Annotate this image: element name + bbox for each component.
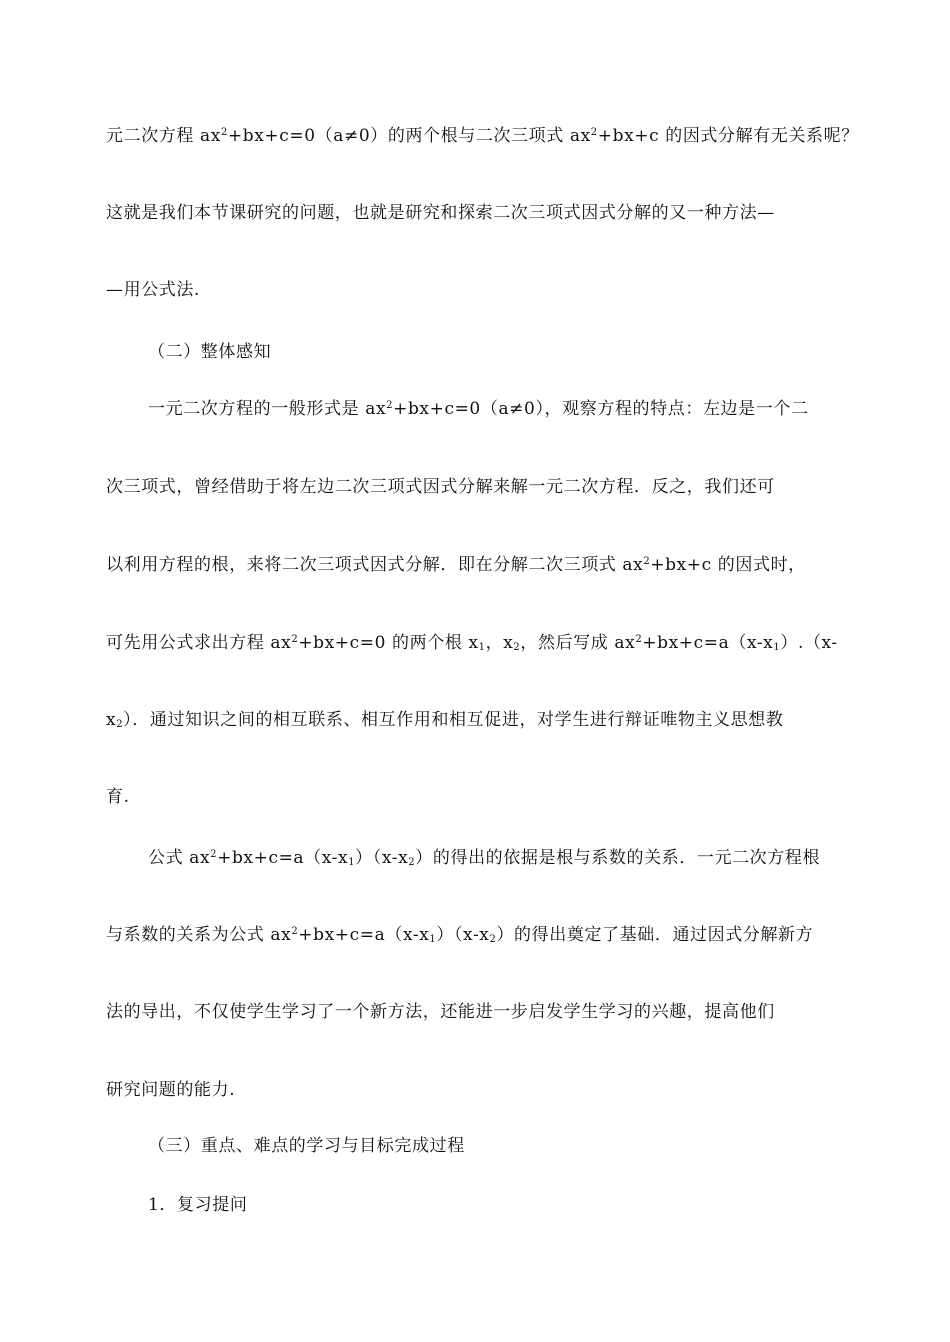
subscript: 1	[348, 857, 356, 868]
text: +bx+c=0 的两个根 x	[298, 633, 479, 653]
text: ，x	[485, 633, 514, 653]
paragraph-line-7	[106, 553, 806, 577]
superscript: 2	[635, 634, 643, 645]
text: ）（x-x	[355, 848, 409, 868]
superscript: 2	[386, 400, 394, 411]
text: +bx+c=0（a≠0）的两个根与二次三项式 ax	[227, 126, 591, 146]
text: +bx+c 的因式分解有无关系呢？	[597, 126, 859, 146]
paragraph-line-1	[106, 124, 859, 148]
paragraph-line-12	[106, 923, 813, 947]
paragraph-line-3: —用公式法.	[106, 280, 201, 300]
text: ）．通过知识之间的相互联系、相互作用和相互促进，对学生进行辩证唯物主义思想教	[123, 710, 784, 730]
text: +bx+c=a（x-x	[298, 925, 430, 945]
text: 可先用公式求出方程 ax	[106, 633, 292, 653]
text: +bx+c=a（x-x	[642, 633, 774, 653]
text: 元二次方程 ax	[106, 126, 221, 146]
paragraph-line-11	[148, 846, 820, 870]
paragraph-line-10: 育.	[106, 787, 130, 807]
paragraph-line-14: 研究问题的能力.	[106, 1080, 236, 1100]
section-heading-key-points: （三）重点、难点的学习与目标完成过程	[148, 1136, 465, 1156]
text: +bx+c 的因式时，	[650, 555, 806, 575]
subscript: 2	[513, 642, 521, 653]
text: 公式 ax	[148, 848, 211, 868]
paragraph-line-8	[106, 631, 838, 655]
subscript: 2	[116, 719, 124, 730]
subscript: 1	[429, 934, 437, 945]
section-heading-overall-perception: （二）整体感知	[148, 342, 272, 362]
paragraph-line-13: 法的导出，不仅使学生学习了一个新方法，还能进一步启发学生学习的兴趣，提高他们	[106, 1002, 775, 1022]
superscript: 2	[210, 849, 218, 860]
subscript: 1	[478, 642, 486, 653]
text: x	[106, 710, 117, 730]
text: ）.（x-	[780, 633, 838, 653]
text: 一元二次方程的一般形式是 ax	[148, 399, 387, 419]
superscript: 2	[643, 556, 651, 567]
text: +bx+c=0（a≠0），观察方程的特点：左边是一个二	[393, 399, 809, 419]
subsection-heading-review: 1．复习提问	[148, 1195, 248, 1215]
text: 与系数的关系为公式 ax	[106, 925, 292, 945]
text: +bx+c=a（x-x	[217, 848, 349, 868]
paragraph-line-9	[106, 708, 783, 732]
text: ）的得出奠定了基础．通过因式分解新方	[496, 925, 814, 945]
superscript: 2	[291, 634, 299, 645]
superscript: 2	[590, 127, 598, 138]
subscript: 1	[773, 642, 781, 653]
superscript: 2	[291, 926, 299, 937]
paragraph-line-6: 次三项式，曾经借助于将左边二次三项式因式分解来解一元二次方程．反之，我们还可	[106, 477, 775, 497]
superscript: 2	[220, 127, 228, 138]
subscript: 2	[489, 934, 497, 945]
subscript: 2	[408, 857, 416, 868]
paragraph-line-5	[148, 397, 809, 421]
paragraph-line-2: 这就是我们本节课研究的问题，也就是研究和探索二次三项式因式分解的又一种方法—	[106, 203, 775, 223]
text: ）（x-x	[436, 925, 490, 945]
text: 以利用方程的根，来将二次三项式因式分解．即在分解二次三项式 ax	[106, 555, 644, 575]
text: ）的得出的依据是根与系数的关系．一元二次方程根	[415, 848, 821, 868]
text: ，然后写成 ax	[520, 633, 636, 653]
